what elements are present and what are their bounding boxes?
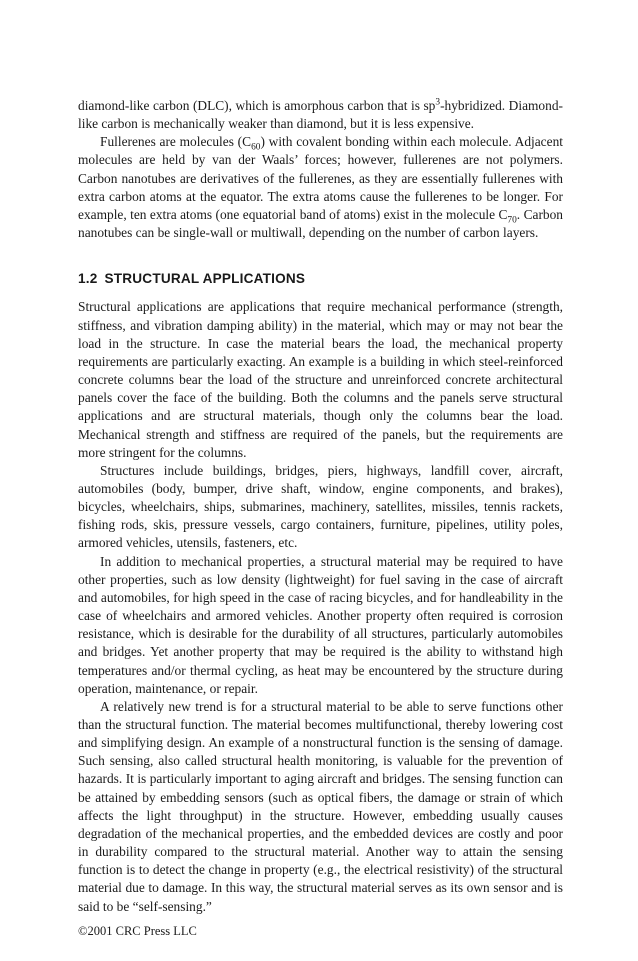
page-body xyxy=(78,97,563,916)
section-heading xyxy=(78,270,563,288)
subscript: 70 xyxy=(507,215,517,226)
subscript: 60 xyxy=(251,142,261,153)
intro-paragraph-fullerenes: Fullerenes are molecules $(C_{60})$ with covalent bonding within each molecule. Adjacent molecules are held by van der Waals’ forces; however, fullerenes are not polymers. Carbon nanotubes are derivatives of the fullerenes, as they are essentially fullerenes with extra carbon atoms at the equator. The extra atoms cause the fullerenes to be longer. For example, ten extra atoms (one equatorial band of atoms) exist in the molecule $C_{70}$. Carbon nanotubes can be single-wall or multiwall, depending on the number of carbon layers. xyxy=(78,134,563,241)
body-paragraph: In addition to mechanical properties, a structural material may be required to have other properties, such as low density (lightweight) for fuel saving in the case of aircraft and automobiles, for high speed in the case of racing bicycles, and for handleability in the case of wheelchairs and armored vehicles. Another property often required is corrosion resistance, which is desirable for the durability of all structures, particularly automobiles and bridges. Yet another property that may be required is the ability to withstand high temperatures and/or thermal cycling, as heat may be encountered by the structure during operation, maintenance, or repair. xyxy=(78,553,563,696)
section-number: 1.2 xyxy=(78,271,98,287)
body-paragraph: Structures include buildings, bridges, piers, highways, landfill cover, aircraft, automobiles (body, bumper, drive shaft, window, engine components, and brakes), bicycles, wheelchairs, ships, submarines, machinery, satellites, missiles, tennis rackets, fishing rods, skis, pressure vessels, cargo containers, furniture, pipelines, utility poles, armored vehicles, utensils, fasteners, etc. xyxy=(78,462,563,551)
copyright-footer: ©2001 CRC Press LLC xyxy=(78,924,197,938)
body-paragraph: A relatively new trend is for a structural material to be able to serve functions other than the structural function. The material becomes multifunctional, thereby lowering cost and simplifying design. An example of a nonstructural function is the sensing of damage. Such sensing, also called structural health monitoring, is valuable for the prevention of hazards. It is particularly important to aging aircraft and bridges. The sensing function can be attained by embedding sensors (such as optical fibers, the damage or strain of which affects the light throughput) in the structure. However, embedding usually causes degradation of the mechanical properties, and the embedded devices are costly and poor in durability compared to the structural material. Another way to attain the sensing function is to detect the change in property (e.g., the electrical resistivity) of the structural material due to damage. In this way, the structural material serves as its own sensor and is said to be “self-sensing.” xyxy=(78,698,563,914)
section-title: STRUCTURAL APPLICATIONS xyxy=(104,271,306,287)
body-paragraph: Structural applications are applications that require mechanical performance (strength, stiffness, and vibration damping ability) in the material, which may or may not bear the load in the structure. In case the material bears the load, the mechanical property requirements are particularly exacting. An example is a building in which steel-reinforced concrete columns bear the load of the structure and unreinforced concrete architectural panels cover the face of the building. Both the columns and the panels serve structural applications and are structural materials, though only the columns bear the load. Mechanical strength and stiffness are required of the panels, but the requirements are more stringent for the columns. xyxy=(78,299,563,460)
intro-paragraph-dlc: diamond-like carbon (DLC), which is amorphous carbon that is $sp^3$-hybridized. Diamond-like carbon is mechanically weaker than diamond, but it is less expensive. xyxy=(78,97,563,132)
superscript: 3 xyxy=(435,97,441,108)
